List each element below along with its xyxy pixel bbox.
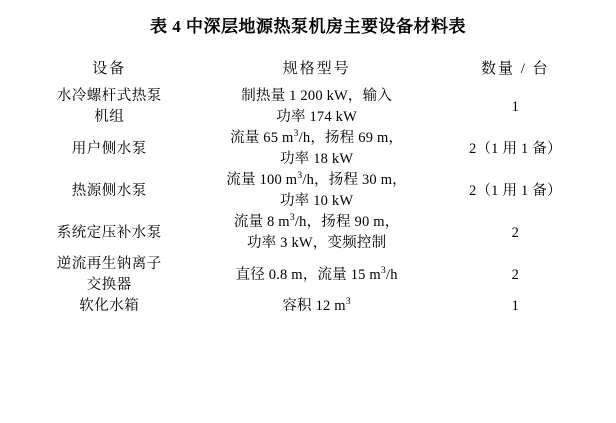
cell-spec <box>199 170 435 212</box>
cell-equipment <box>20 128 199 170</box>
cell-spec <box>199 212 435 254</box>
cell-quantity: 2 <box>511 224 520 241</box>
table-row <box>20 212 596 254</box>
equipment-line-1: 热源侧水泵 <box>71 182 147 199</box>
cell-equipment <box>20 212 199 254</box>
cell-quantity: 1 <box>511 98 520 115</box>
spec-line-1: 直径 0.8 m，流量 15 $m^3/h$ <box>235 264 398 283</box>
spec-line-1: 容积 12 $m^3$ <box>282 296 351 315</box>
table-row <box>20 86 596 128</box>
table-row <box>20 128 596 170</box>
column-header-equipment: 设备 <box>92 61 127 77</box>
spec-line-1: 流量 8 $m^3/h$，扬程 90 m， <box>233 212 400 231</box>
table-body <box>20 86 596 317</box>
table-caption: 表 4 中深层地源热泵机房主要设备材料表 <box>150 17 466 36</box>
table-row <box>20 296 596 317</box>
cell-spec <box>199 296 435 317</box>
cell-equipment <box>20 254 199 296</box>
cell-spec <box>199 254 435 296</box>
table-header <box>20 49 596 86</box>
table-row <box>20 170 596 212</box>
cell-quantity: 2（1 用 1 备） <box>469 140 562 157</box>
equipment-materials-table <box>20 49 596 317</box>
column-header-quantity: 数量 / 台 <box>481 61 550 77</box>
equipment-line-2: 交换器 <box>86 277 132 294</box>
cell-quantity: 2 <box>511 266 520 283</box>
cell-quantity: 2（1 用 1 备） <box>469 182 562 199</box>
spec-line-2: 功率 174 kW <box>276 109 357 126</box>
equipment-line-2: 机组 <box>94 109 125 126</box>
cell-quantity: 1 <box>511 298 520 315</box>
header-row <box>20 49 596 86</box>
equipment-line-1: 水冷螺杆式热泵 <box>56 88 162 104</box>
cell-spec <box>199 128 435 170</box>
equipment-line-1: 系统定压补水泵 <box>56 224 162 241</box>
spec-line-1: 流量 100 $m^3/h$，扬程 30 m， <box>226 170 407 189</box>
equipment-line-1: 逆流再生钠离子 <box>56 256 162 273</box>
equipment-line-1: 软化水箱 <box>79 298 140 315</box>
spec-line-1: 制热量 1 200 kW，输入 <box>241 88 393 104</box>
spec-line-2: 功率 18 kW <box>279 151 354 168</box>
table-row <box>20 254 596 296</box>
spec-line-2: 功率 10 kW <box>279 193 354 210</box>
cell-spec <box>199 86 435 128</box>
equipment-line-1: 用户侧水泵 <box>71 140 147 157</box>
spec-line-1: 流量 65 $m^3/h$，扬程 69 m， <box>230 128 404 147</box>
cell-equipment <box>20 86 199 128</box>
cell-equipment <box>20 170 199 212</box>
spec-line-2: 功率 3 kW，变频控制 <box>246 235 387 252</box>
column-header-spec: 规格型号 <box>282 61 351 77</box>
cell-equipment <box>20 296 199 317</box>
